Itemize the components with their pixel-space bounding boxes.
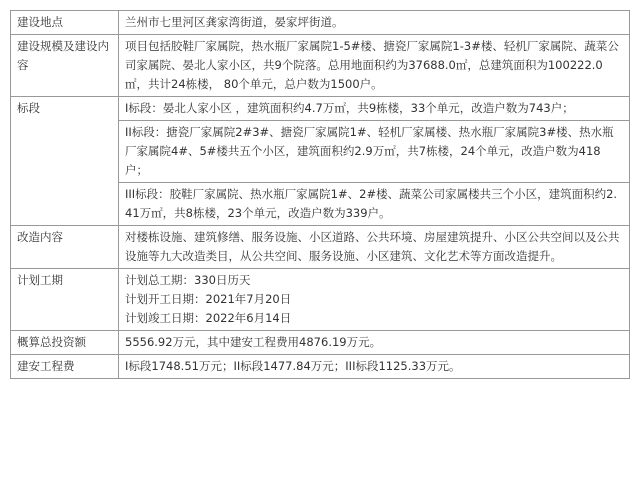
row-label-schedule: 计划工期: [11, 269, 119, 331]
table-row: [11, 11, 630, 35]
section-1-value: I标段：晏北人家小区 ，建筑面积约4.7万㎡，共9栋楼，33个单元，改造户数为743户；: [119, 97, 630, 121]
schedule-total-duration: 计划总工期：330日历天: [125, 273, 251, 287]
row-value-budget: 5556.92万元，其中建安工程费用4876.19万元。: [119, 331, 630, 355]
row-value-location: 兰州市七里河区龚家湾街道，晏家坪街道。: [119, 11, 630, 35]
row-label-scale: 建设规模及建设内容: [11, 35, 119, 97]
row-value-construction-cost: I标段1748.51万元；II标段1477.84万元；III标段1125.33万元。: [119, 355, 630, 379]
section-2-value: II标段：搪瓷厂家属院2#3#、搪瓷厂家属院1#、轻机厂家属楼、热水瓶厂家属院3#楼、热水瓶厂家属院4#、5#楼共五个小区，建筑面积约2.9万㎡，共7栋楼，24个单元，改造户数为418户；: [119, 121, 630, 183]
row-label-sections: 标段: [11, 97, 119, 226]
row-label-construction-cost: 建安工程费: [11, 355, 119, 379]
row-label-location: 建设地点: [11, 11, 119, 35]
table-row: [11, 331, 630, 355]
row-label-budget: 概算总投资额: [11, 331, 119, 355]
section-3-value: III标段：胶鞋厂家属院、热水瓶厂家属院1#、2#楼、蔬菜公司家属楼共三个小区，建筑面积约2.41万㎡，共8栋楼，23个单元，改造户数为339户。: [119, 183, 630, 226]
row-value-schedule: [119, 269, 630, 331]
table-row: [11, 35, 630, 97]
table-row: [11, 355, 630, 379]
project-info-table-container: [10, 10, 630, 470]
table-row: [11, 226, 630, 269]
schedule-finish-date: 计划竣工日期：2022年6月14日: [125, 311, 292, 325]
row-value-content: 对楼栋设施、建筑修缮、服务设施、小区道路、公共环境、房屋建筑提升、小区公共空间以及公共设施等九大改造类目，从公共空间、服务设施、小区建筑、文化艺术等方面改造提升。: [119, 226, 630, 269]
table-row: [11, 269, 630, 331]
schedule-start-date: 计划开工日期：2021年7月20日: [125, 292, 292, 306]
table-row: [11, 97, 630, 121]
row-label-content: 改造内容: [11, 226, 119, 269]
project-info-table: [10, 10, 630, 379]
row-value-scale: 项目包括胶鞋厂家属院，热水瓶厂家属院1-5#楼、搪瓷厂家属院1-3#楼、轻机厂家属院、蔬菜公司家属院、晏北人家小区，共9个院落。总用地面积约为37688.0㎡，总建筑面积为100222.0㎡，共计24栋楼， 80个单元，总户数为1500户。: [119, 35, 630, 97]
